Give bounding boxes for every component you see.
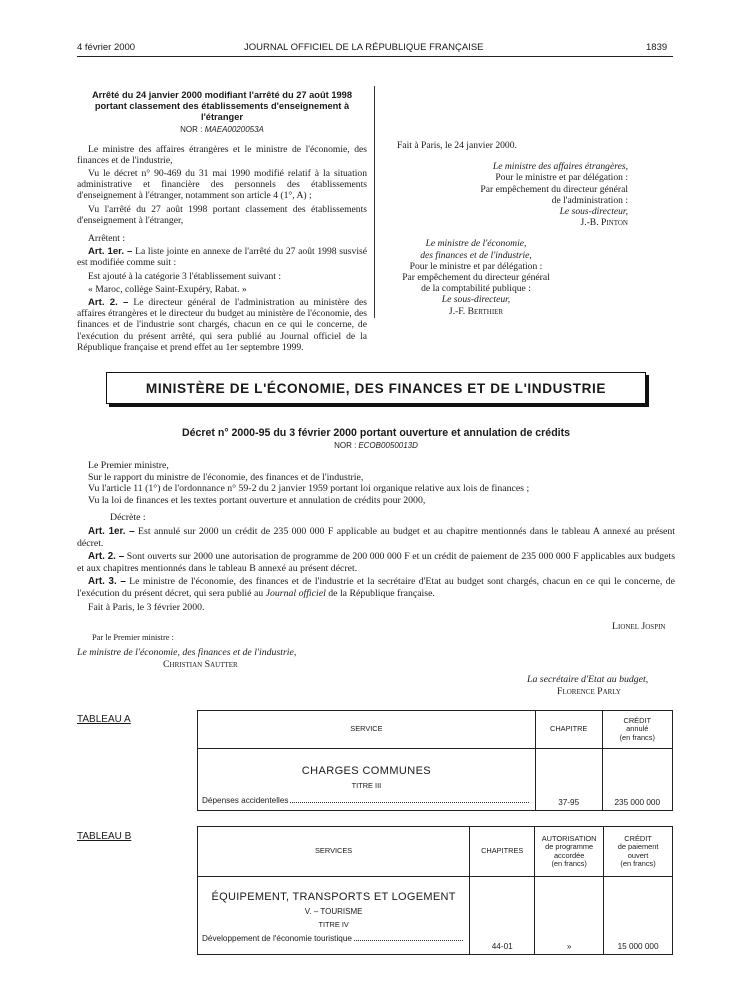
arrete-fait: Fait à Paris, le 24 janvier 2000. (397, 140, 517, 151)
header-rule (77, 56, 673, 57)
arrete-nor (77, 124, 367, 135)
decret-art3-label: Art. 3. – (88, 576, 126, 588)
sig1-line-3: Par empêchement du directeur général (480, 183, 628, 195)
arrete-vu-2: Vu l'arrêté du 27 août 1998 portant classement des établissements d'enseignement à l'étranger, (77, 203, 367, 226)
titre-label: TITRE III (351, 781, 382, 790)
sig1-line-1: Le ministre des affaires étrangères, (492, 161, 628, 173)
decret-article-3 (77, 576, 675, 599)
sig2-line-3: Pour le ministre et par délégation : (409, 260, 543, 272)
header-autorisation (535, 827, 604, 877)
header-services: SERVICES (198, 827, 470, 877)
row-label-line (202, 934, 465, 943)
ministre-economie: Le ministre de l'économie, des finances et de l'industrie, (77, 647, 297, 658)
table-row (198, 711, 673, 749)
tableau-b-label: TABLEAU B (77, 831, 132, 842)
article-2-text: Le directeur général de l'administration au ministère des affaires étrangères et le directeur du budget au ministère de l'économie, des finances et de l'industrie sont chargés, chacun en ce qui le concerne, de l'exécution du présent arrêté, qui sera publié au Journal officiel de la République française et prend effet au 1er septembre 1999. (77, 297, 367, 353)
header-cp-l4: (en francs) (620, 858, 656, 868)
decret-art3-text-a: Le ministre de l'économie, des finances et de l'industrie et la secrétaire d'Etat au budget sont chargés, chacun en ce qui le concerne, de l'exécution du présent décret, qui sera publié au (77, 576, 675, 599)
sig2-line-4: Par empêchement du directeur général (402, 272, 550, 284)
sig2-line-6: Le sous-directeur, (441, 294, 511, 306)
decret-body (77, 460, 675, 613)
credit-cell: 15 000 000 (604, 877, 673, 955)
nor-code: MAEA0020053A (204, 125, 264, 135)
header-page-number: 1839 (646, 42, 668, 53)
sig2-line-7: J.-F. Berthier (448, 305, 504, 317)
header-cp-l3: ouvert (627, 850, 649, 860)
section-title: CHARGES COMMUNES (301, 765, 432, 777)
header-cp-l1: CRÉDIT (624, 833, 652, 843)
arrete-article-2 (77, 297, 367, 353)
header-auto-l1: AUTORISATION (541, 833, 597, 843)
header-credit-l3: (en francs) (619, 732, 655, 742)
decret-title: Décret n° 2000-95 du 3 février 2000 portant ouverture et annulation de crédits (181, 427, 571, 439)
sig2-line-2: des finances et de l'industrie, (420, 249, 532, 261)
table-row (198, 827, 673, 877)
decret-fait: Fait à Paris, le 3 février 2000. (88, 601, 205, 613)
arrete-intro: Le ministre des affaires étrangères et le ministre de l'économie, des finances et de l'industrie, (77, 143, 367, 166)
section-title: ÉQUIPEMENT, TRANSPORTS ET LOGEMENT (211, 891, 456, 903)
arrete-left-column (77, 90, 367, 355)
decret-art1-text: Est annulé sur 2000 un crédit de 235 000 000 F applicable au budget et au chapitre mentionnés dans le tableau A annexé au présent décret. (77, 525, 675, 549)
header-chapitre: CHAPITRE (535, 711, 602, 749)
signature-block-2 (386, 238, 566, 316)
row-label: Développement de l'économie touristique (202, 934, 352, 943)
par-premier-ministre: Par le Premier ministre : (92, 633, 174, 642)
sig1-line-5: Le sous-directeur, (559, 206, 628, 218)
header-credit-paiement (604, 827, 673, 877)
dot-leader (354, 940, 463, 941)
header-chapitres: CHAPITRES (470, 827, 535, 877)
chapitre-cell: 37-95 (535, 749, 602, 811)
sig2-line-1: Le ministre de l'économie, (425, 238, 527, 250)
header-date: 4 février 2000 (77, 42, 136, 53)
decret-nor-label: NOR : (334, 441, 357, 450)
arrete-article-1 (77, 246, 367, 268)
header-service: SERVICE (198, 711, 536, 749)
arrete-vu-1: Vu le décret n° 90-469 du 31 mai 1990 modifié relatif à la situation administrative et financière des personnels des établissements d'enseignement à l'étranger, notamment son article 4 (1°, A) ; (77, 168, 367, 202)
signature-premier-ministre: Lionel Jospin (612, 621, 666, 632)
decret-nor-code: ECOB0050013D (358, 441, 418, 450)
credit-cell: 235 000 000 (602, 749, 673, 811)
decret-art2-label: Art. 2. – (88, 551, 125, 563)
header-cp-l2: de paiement (617, 842, 659, 852)
sub-section: V. – TOURISME (304, 907, 363, 916)
header-credit-l1: CRÉDIT (623, 715, 651, 725)
header-credit (602, 711, 673, 749)
row-label: Dépenses accidentelles (202, 796, 289, 805)
signature-parly: Florence Parly (557, 686, 621, 697)
arrete-right-column (386, 140, 674, 317)
service-cell (198, 749, 536, 811)
decret-line-3: Vu l'article 11 (1°) de l'ordonnance n° 59-2 du 2 janvier 1959 portant loi organique relative aux lois de finances ; (88, 483, 530, 495)
chapitre-cell: 44-01 (470, 877, 535, 955)
header-auto-l2: de programme (545, 842, 594, 852)
header-credit-l2: annulé (626, 724, 649, 734)
titre-label: TITRE IV (318, 920, 349, 929)
decret-art3-jo: Journal officiel (265, 587, 326, 599)
article-1-text: La liste jointe en annexe de l'arrêté du 27 août 1998 susvisé est modifiée comme suit : (77, 246, 367, 269)
signature-sautter: Christian Sautter (163, 659, 238, 670)
decret-decrete: Décrète : (110, 512, 146, 524)
arrete-maroc: « Maroc, collège Saint-Exupéry, Rabat. » (88, 283, 247, 295)
table-row (198, 877, 673, 955)
tableau-a (197, 710, 673, 811)
column-divider (374, 86, 375, 318)
arrete-ajout: Est ajouté à la catégorie 3 l'établissement suivant : (88, 270, 282, 282)
decret-article-2 (77, 551, 675, 574)
sig1-line-6: J.-B. Pinton (580, 217, 628, 229)
arrete-arretent: Arrêtent : (88, 233, 126, 245)
services-cell (198, 877, 470, 955)
header-auto-l4: (en francs) (551, 858, 587, 868)
secretaire-etat-budget: La secrétaire d'Etat au budget, (527, 674, 649, 685)
decret-line-2: Sur le rapport du ministre de l'économie, des finances et de l'industrie, (88, 471, 364, 483)
arrete-title: Arrêté du 24 janvier 2000 modifiant l'arrêté du 27 août 1998 portant classement des établissements d'enseignement à l'étranger (91, 90, 353, 122)
tableau-b (197, 826, 673, 955)
sig1-line-2: Pour le ministre et par délégation : (495, 172, 628, 184)
article-2-label: Art. 2. – (88, 297, 129, 309)
table-row (198, 749, 673, 811)
row-label-line (202, 796, 531, 805)
tableau-a-label: TABLEAU A (77, 714, 131, 725)
ministry-title: MINISTÈRE DE L'ÉCONOMIE, DES FINANCES ET DE L'INDUSTRIE (106, 372, 646, 404)
decret-line-4: Vu la loi de finances et les textes portant ouverture et annulation de crédits pour 2000, (88, 494, 426, 506)
dot-leader (290, 802, 528, 803)
decret-art2-text: Sont ouverts sur 2000 une autorisation de programme de 200 000 000 F et un crédit de paiement de 235 000 000 F applicables aux budgets et aux chapitres mentionnés dans le tableau B annexé au présent décret. (77, 551, 676, 574)
sig2-line-5: de la comptabilité publique : (421, 283, 531, 295)
decret-nor (77, 441, 675, 450)
decret-line-1: Le Premier ministre, (88, 460, 169, 471)
autorisation-cell: » (535, 877, 604, 955)
signature-block-1 (386, 161, 674, 228)
decret-art3-text-b: de la République française. (325, 587, 435, 599)
nor-label: NOR : (180, 125, 203, 135)
decret-art1-label: Art. 1er. – (88, 525, 135, 537)
article-1-label: Art. 1er. – (88, 246, 133, 258)
header-auto-l3: accordée (553, 850, 585, 860)
decret-article-1 (77, 526, 675, 549)
sig1-line-4: de l'administration : (551, 194, 628, 206)
header-journal: JOURNAL OFFICIEL DE LA RÉPUBLIQUE FRANÇAISE (244, 42, 484, 53)
